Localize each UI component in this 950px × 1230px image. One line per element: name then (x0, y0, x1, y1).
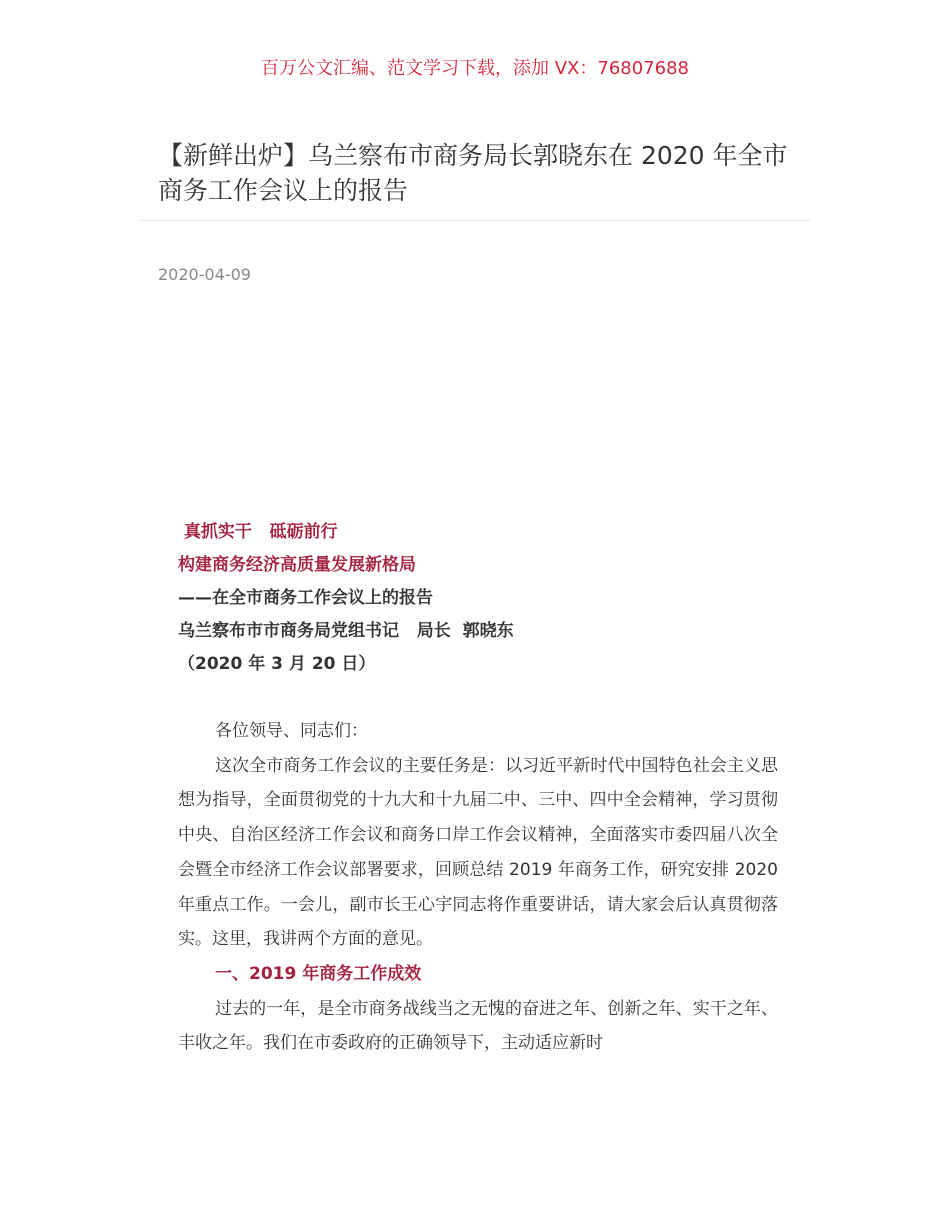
doc-heading-sub: 构建商务经济高质量发展新格局 (178, 555, 416, 575)
salutation: 各位领导、同志们： (215, 721, 368, 741)
paragraph: 这次全市商务工作会议的主要任务是：以习近平新时代中国特色社会主义思想为指导，全面贯彻党的十九大和十九届二中、三中、四中全会精神，学习贯彻中央、自治区经济工作会议和商务口岸工作会议精神，全面落实市委四届八次全会暨全市经济工作会议部署要求，回顾总结 2019 年商务工作，研究安排 2020 年重点工作。一会儿，副市长王心宇同志将作重要讲话，请大家会后认真贯彻落实。这里，我讲两个方面的意见。 (178, 755, 778, 950)
promo-banner: 百万公文汇编、范文学习下载，添加 VX：76807688 (261, 58, 689, 79)
doc-heading-main: 真抓实干 砥砺前行 (178, 522, 338, 542)
section-heading: 一、2019 年商务工作成效 (215, 963, 422, 984)
title-divider (140, 220, 810, 221)
paragraph: 过去的一年，是全市商务战线当之无愧的奋进之年、创新之年、实干之年、丰收之年。我们在市委政府的正确领导下，主动适应新时 (178, 998, 778, 1054)
publish-date: 2020-04-09 (158, 265, 251, 284)
doc-author-line: 乌兰察布市市商务局党组书记 局长 郭晓东 (178, 621, 514, 641)
doc-heading-occasion: ——在全市商务工作会议上的报告 (178, 588, 433, 608)
doc-date-line: （2020 年 3 月 20 日） (178, 654, 376, 674)
document-body (178, 516, 778, 1061)
article-title: 【新鲜出炉】乌兰察布市商务局长郭晓东在 2020 年全市商务工作会议上的报告 (158, 141, 788, 205)
spacer (178, 681, 778, 714)
